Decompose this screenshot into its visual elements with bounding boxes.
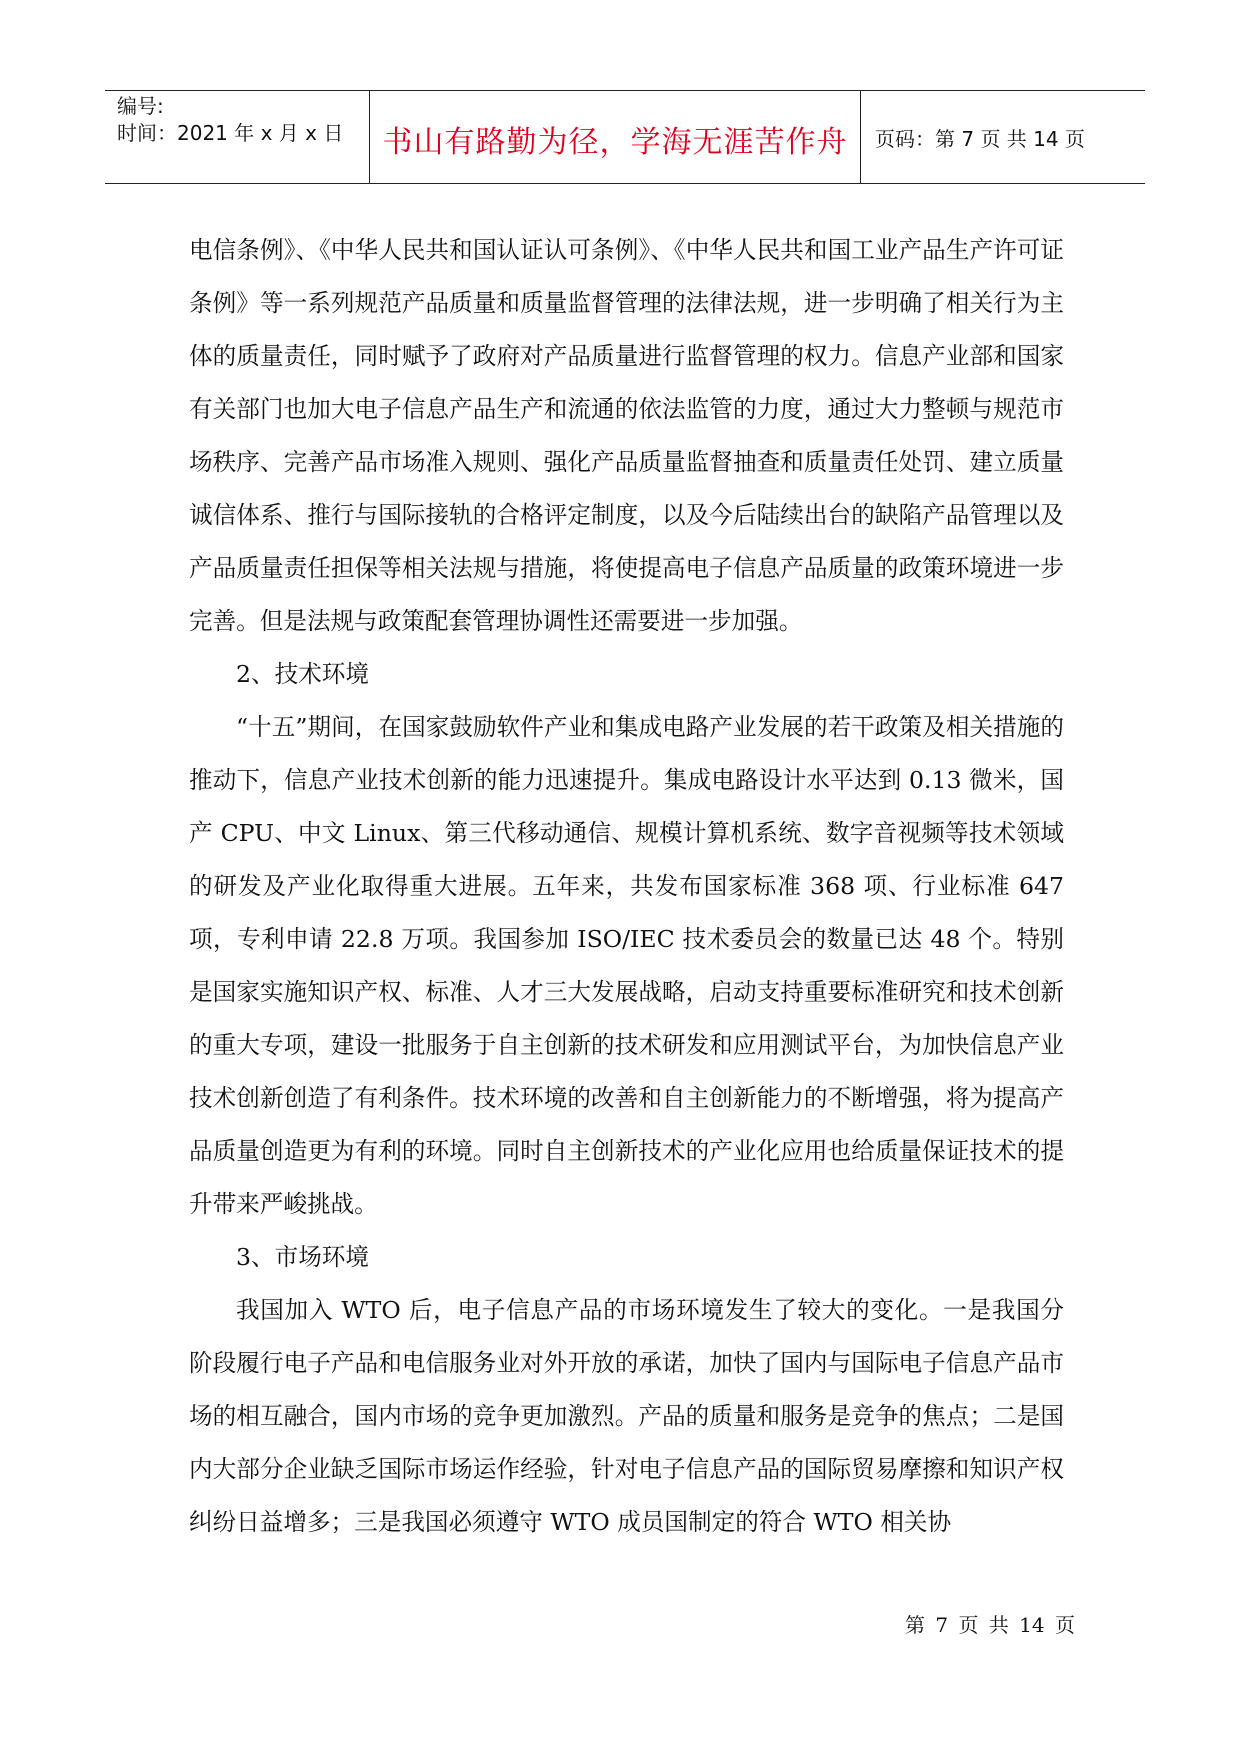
paragraph-technology: “十五”期间，在国家鼓励软件产业和集成电路产业发展的若干政策及相关措施的推动下，信息产业技术创新的能力迅速提升。集成电路设计水平达到 0.13 微米，国产 CPU、中文 Linux、第三代移动通信、规模计算机系统、数字音视频等技术领域的研发及产业化取得重大进展。五年来，共发布国家标准 368 项、行业标准 647 项，专利申请 22.8 万项。我国参加 ISO/IEC 技术委员会的数量已达 48 个。特别是国家实施知识产权、标准、人才三大发展战略，启动支持重要标准研究和技术创新的重大专项，建设一批服务于自主创新的技术研发和应用测试平台，为加快信息产业技术创新创造了有利条件。技术环境的改善和自主创新能力的不断增强，将为提高产品质量创造更为有利的环境。同时自主创新技术的产业化应用也给质量保证技术的提升带来严峻挑战。 — [189, 713, 1064, 1218]
document-time-label: 时间：2021 年 x 月 x 日 — [117, 121, 344, 145]
page-footer: 第 7 页 共 14 页 — [905, 1613, 1075, 1637]
paragraph-market: 我国加入 WTO 后，电子信息产品的市场环境发生了较大的变化。一是我国分阶段履行电子产品和电信服务业对外开放的承诺，加快了国内与国际电子信息产品市场的相互融合，国内市场的竞争更加激烈。产品的质量和服务是竞争的焦点；二是国内大部分企业缺乏国际市场运作经验，针对电子信息产品的国际贸易摩擦和知识产权纠纷日益增多；三是我国必须遵守 WTO 成员国制定的符合 WTO 相关协 — [189, 1296, 1064, 1536]
header-page-info: 页码：第 7 页 共 14 页 — [875, 127, 1085, 151]
document-number-label: 编号: — [117, 94, 164, 118]
header-divider-left — [369, 91, 370, 183]
header-divider-right — [860, 91, 861, 183]
page-header — [105, 90, 1145, 184]
section-heading-market: 3、市场环境 — [236, 1243, 369, 1271]
header-motto: 书山有路勤为径，学海无涯苦作舟 — [382, 125, 848, 160]
header-meta — [117, 93, 343, 147]
paragraph-policy-continued: 电信条例》、《中华人民共和国认证认可条例》、《中华人民共和国工业产品生产许可证条例》等一系列规范产品质量和质量监督管理的法律法规，进一步明确了相关行为主体的质量责任，同时赋予了政府对产品质量进行监督管理的权力。信息产业部和国家有关部门也加大电子信息产品生产和流通的依法监管的力度，通过大力整顿与规范市场秩序、完善产品市场准入规则、强化产品质量监督抽查和质量责任处罚、建立质量诚信体系、推行与国际接轨的合格评定制度，以及今后陆续出台的缺陷产品管理以及产品质量责任担保等相关法规与措施，将使提高电子信息产品质量的政策环境进一步完善。但是法规与政策配套管理协调性还需要进一步加强。 — [189, 236, 1064, 635]
document-body — [189, 224, 1064, 1549]
section-heading-technology: 2、技术环境 — [236, 660, 369, 688]
